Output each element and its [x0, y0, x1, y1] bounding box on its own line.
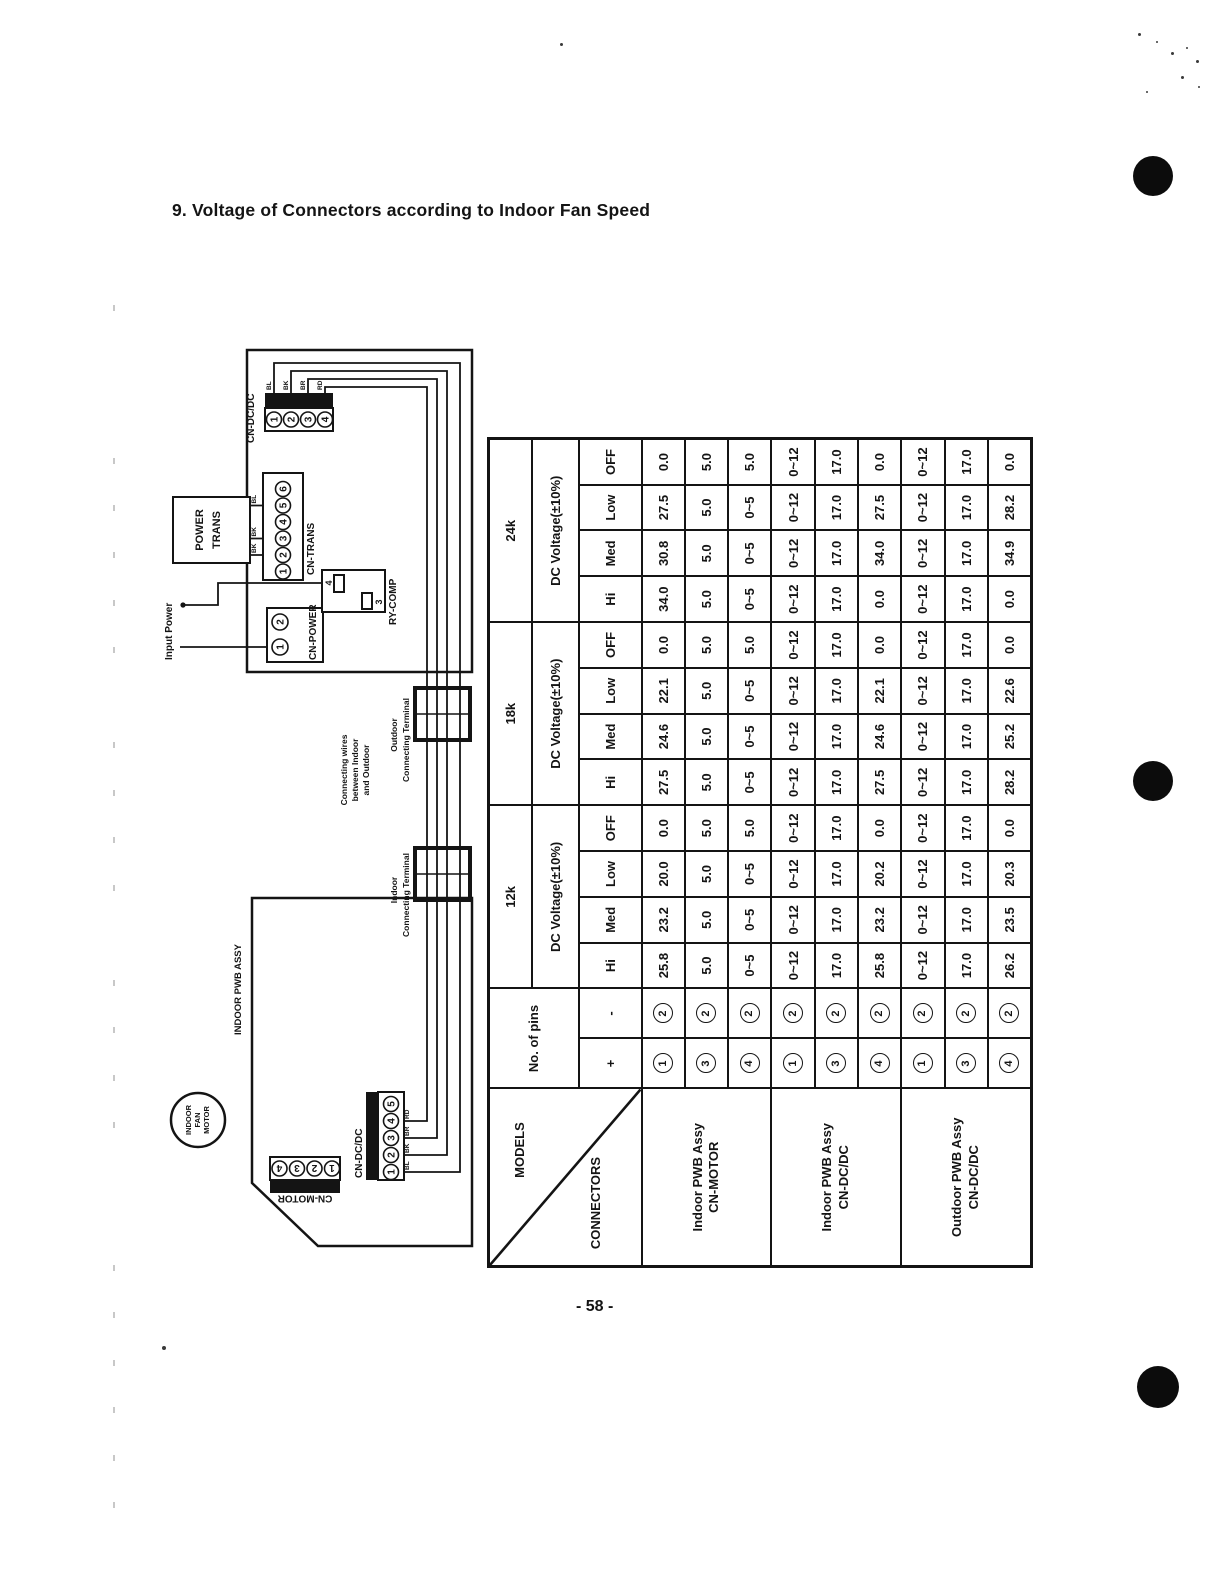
voltage-cell: 34.0 — [858, 530, 901, 576]
voltage-cell: 5.0 — [685, 439, 728, 485]
voltage-cell: 0.0 — [642, 805, 685, 851]
voltage-cell: 0~5 — [728, 576, 771, 622]
svg-text:POWER: POWER — [194, 509, 206, 551]
svg-text:RD: RD — [317, 380, 324, 390]
voltage-cell: 0.0 — [642, 622, 685, 668]
minus-header: - — [579, 988, 642, 1038]
wire-color-labels — [251, 495, 258, 553]
svg-text:Connecting Terminal: Connecting Terminal — [401, 853, 411, 937]
voltage-cell: 22.1 — [642, 668, 685, 714]
cn-power-label: CN-POWER — [308, 604, 319, 660]
pin-plus-cell — [858, 1039, 901, 1089]
dc-voltage-header: DC Voltage(±10%) — [532, 439, 579, 622]
voltage-cell: 0~12 — [771, 897, 814, 943]
voltage-cell: 17.0 — [945, 668, 988, 714]
svg-text:5: 5 — [386, 1101, 398, 1107]
speed-header: Hi — [579, 759, 642, 805]
voltage-cell: 17.0 — [815, 714, 858, 760]
voltage-cell: 30.8 — [642, 530, 685, 576]
pin-minus-cell — [858, 988, 901, 1038]
voltage-cell: 5.0 — [685, 759, 728, 805]
indoor-fan-motor — [171, 1093, 225, 1147]
dc-voltage-header: DC Voltage(±10%) — [532, 622, 579, 805]
svg-text:1: 1 — [275, 644, 287, 650]
svg-text:5: 5 — [278, 502, 290, 509]
voltage-cell: 5.0 — [685, 530, 728, 576]
svg-text:between Indoor: between Indoor — [350, 738, 360, 802]
voltage-cell: 28.2 — [988, 485, 1031, 531]
voltage-cell: 24.6 — [858, 714, 901, 760]
voltage-cell: 0~12 — [901, 805, 944, 851]
pin-minus-cell — [685, 988, 728, 1038]
cn-power-connector — [267, 604, 323, 662]
voltage-cell: 0~12 — [771, 851, 814, 897]
svg-text:MOTOR: MOTOR — [202, 1106, 211, 1134]
voltage-cell: 0.0 — [988, 439, 1031, 485]
voltage-cell: 5.0 — [728, 622, 771, 668]
voltage-cell: 17.0 — [945, 805, 988, 851]
voltage-cell: 5.0 — [728, 805, 771, 851]
voltage-cell: 17.0 — [945, 851, 988, 897]
svg-text:3: 3 — [278, 535, 290, 542]
voltage-cell: 0~12 — [771, 622, 814, 668]
svg-text:INDOOR: INDOOR — [184, 1105, 193, 1135]
voltage-cell: 28.2 — [988, 759, 1031, 805]
cn-trans-connector — [263, 473, 317, 580]
voltage-cell: 0~12 — [771, 943, 814, 989]
voltage-cell: 27.5 — [858, 485, 901, 531]
connector-wires — [180, 363, 460, 1172]
voltage-cell: 5.0 — [728, 439, 771, 485]
speed-header: OFF — [579, 805, 642, 851]
input-power-node — [180, 602, 185, 607]
connecting-wires-note — [339, 734, 371, 805]
voltage-cell: 0~5 — [728, 668, 771, 714]
svg-text:4: 4 — [320, 416, 332, 423]
voltage-cell: 0.0 — [988, 805, 1031, 851]
svg-text:2: 2 — [286, 416, 298, 423]
voltage-cell: 0~12 — [901, 851, 944, 897]
pin-plus-cell — [771, 1039, 814, 1089]
voltage-cell: 17.0 — [945, 485, 988, 531]
voltage-cell: 17.0 — [945, 897, 988, 943]
pin-number-circle: 3 — [696, 1054, 716, 1074]
svg-text:6: 6 — [278, 486, 290, 492]
pin-minus-cell — [901, 988, 944, 1038]
model-col-12k: 12k — [489, 805, 532, 988]
voltage-cell: 5.0 — [685, 851, 728, 897]
voltage-cell: 17.0 — [945, 576, 988, 622]
svg-text:3: 3 — [386, 1135, 398, 1141]
svg-text:BR: BR — [404, 1126, 411, 1136]
svg-text:2: 2 — [311, 1162, 318, 1173]
speed-header: OFF — [579, 622, 642, 668]
svg-text:3: 3 — [374, 599, 384, 605]
voltage-cell: 23.2 — [858, 897, 901, 943]
voltage-cell: 17.0 — [815, 943, 858, 989]
voltage-cell: 22.6 — [988, 668, 1031, 714]
voltage-cell: 17.0 — [815, 759, 858, 805]
indoor-pwb-label: INDOOR PWB ASSY — [233, 944, 244, 1035]
voltage-cell: 17.0 — [815, 485, 858, 531]
voltage-cell: 0.0 — [858, 576, 901, 622]
speed-header: Med — [579, 897, 642, 943]
wiring-diagram — [150, 333, 485, 1263]
voltage-cell: 0~12 — [771, 759, 814, 805]
indoor-cn-dcdc-label: CN-DC/DC — [354, 1128, 365, 1178]
voltage-cell: 20.0 — [642, 851, 685, 897]
voltage-cell: 24.6 — [642, 714, 685, 760]
voltage-cell: 0~5 — [728, 851, 771, 897]
voltage-cell: 17.0 — [945, 714, 988, 760]
voltage-cell: 20.3 — [988, 851, 1031, 897]
dc-voltage-header: DC Voltage(±10%) — [532, 805, 579, 988]
pin-number-circle: 4 — [740, 1054, 760, 1074]
connector-row-label: Outdoor PWB Assy CN-DC/DC — [901, 1089, 1031, 1267]
voltage-cell: 0~5 — [728, 485, 771, 531]
pin-plus-cell — [901, 1039, 944, 1089]
voltage-cell: 27.5 — [858, 759, 901, 805]
connector-row-label: Indoor PWB Assy CN-DC/DC — [771, 1089, 901, 1267]
voltage-cell: 0.0 — [988, 622, 1031, 668]
punch-hole — [1133, 156, 1173, 196]
voltage-cell: 27.5 — [642, 759, 685, 805]
speed-header: Med — [579, 714, 642, 760]
svg-text:BK: BK — [404, 1143, 411, 1153]
voltage-cell: 17.0 — [815, 530, 858, 576]
voltage-cell: 17.0 — [815, 576, 858, 622]
wire-color-labels — [404, 1109, 411, 1170]
svg-text:FAN: FAN — [193, 1112, 202, 1128]
pins-header: No. of pins — [489, 988, 579, 1088]
voltage-cell: 23.5 — [988, 897, 1031, 943]
voltage-cell: 0~12 — [771, 485, 814, 531]
pin-number-circle: 2 — [826, 1004, 846, 1024]
pin-number-circle: 1 — [913, 1054, 933, 1074]
pin-number-circle: 3 — [826, 1054, 846, 1074]
voltage-cell: 0~5 — [728, 943, 771, 989]
voltage-cell: 0.0 — [642, 439, 685, 485]
cn-motor-connector — [270, 1157, 340, 1204]
svg-text:RD: RD — [404, 1109, 411, 1119]
svg-text:BK: BK — [283, 380, 290, 390]
cn-trans-label: CN-TRANS — [306, 522, 317, 575]
voltage-cell: 17.0 — [945, 943, 988, 989]
voltage-cell: 5.0 — [685, 897, 728, 943]
voltage-cell: 17.0 — [945, 439, 988, 485]
svg-text:3: 3 — [294, 1162, 300, 1173]
voltage-cell: 0~12 — [771, 530, 814, 576]
voltage-cell: 25.2 — [988, 714, 1031, 760]
speed-header: Hi — [579, 943, 642, 989]
pin-number-circle: 4 — [870, 1054, 890, 1074]
svg-text:1: 1 — [269, 416, 281, 423]
voltage-cell: 26.2 — [988, 943, 1031, 989]
svg-text:4: 4 — [386, 1118, 398, 1124]
pin-number-circle: 2 — [740, 1004, 760, 1024]
pin-plus-cell — [988, 1039, 1031, 1089]
svg-text:1: 1 — [278, 568, 290, 575]
voltage-table-rotated-wrap — [487, 440, 1030, 1268]
model-col-18k: 18k — [489, 622, 532, 805]
outdoor-cn-dcdc-connector — [246, 380, 333, 443]
svg-text:2: 2 — [275, 619, 287, 625]
voltage-cell: 0~12 — [771, 668, 814, 714]
voltage-cell: 22.1 — [858, 668, 901, 714]
svg-text:4: 4 — [324, 580, 334, 586]
svg-text:Connecting Terminal: Connecting Terminal — [401, 698, 411, 782]
pin-minus-cell — [945, 988, 988, 1038]
voltage-cell: 34.0 — [642, 576, 685, 622]
voltage-cell: 0~12 — [901, 943, 944, 989]
pin-plus-cell — [815, 1039, 858, 1089]
voltage-cell: 0~12 — [901, 530, 944, 576]
voltage-cell: 27.5 — [642, 485, 685, 531]
voltage-cell: 17.0 — [815, 805, 858, 851]
svg-text:BR: BR — [300, 380, 307, 390]
voltage-cell: 5.0 — [685, 485, 728, 531]
speed-header: Med — [579, 530, 642, 576]
connectors-header: CONNECTORS — [588, 1156, 603, 1250]
voltage-cell: 0~5 — [728, 714, 771, 760]
input-power-label: Input Power — [164, 602, 175, 660]
speed-header: Hi — [579, 576, 642, 622]
pin-number-circle: 2 — [913, 1004, 933, 1024]
voltage-cell: 17.0 — [815, 439, 858, 485]
voltage-table — [487, 437, 1033, 1268]
speed-header: Low — [579, 668, 642, 714]
page-number: - 58 - — [576, 1298, 614, 1315]
pin-minus-cell — [642, 988, 685, 1038]
svg-text:BL: BL — [251, 494, 258, 504]
indoor-cn-dcdc-connector — [354, 1092, 411, 1180]
voltage-cell: 5.0 — [685, 714, 728, 760]
voltage-cell: 5.0 — [685, 943, 728, 989]
voltage-cell: 0.0 — [988, 576, 1031, 622]
voltage-cell: 25.8 — [858, 943, 901, 989]
pin-number-circle: 1 — [653, 1054, 673, 1074]
pin-number-circle: 2 — [956, 1004, 976, 1024]
pin-minus-cell — [815, 988, 858, 1038]
voltage-cell: 20.2 — [858, 851, 901, 897]
models-header: MODELS — [512, 1122, 527, 1178]
connector-row-label: Indoor PWB Assy CN-MOTOR — [642, 1089, 772, 1267]
speed-header: Low — [579, 485, 642, 531]
voltage-cell: 0~12 — [771, 714, 814, 760]
voltage-cell: 0.0 — [858, 805, 901, 851]
model-col-24k: 24k — [489, 439, 532, 622]
svg-text:1: 1 — [386, 1169, 398, 1175]
svg-text:BK: BK — [251, 527, 258, 537]
voltage-cell: 0~12 — [901, 668, 944, 714]
pin-number-circle: 1 — [783, 1054, 803, 1074]
svg-text:2: 2 — [386, 1152, 398, 1158]
svg-text:4: 4 — [278, 519, 290, 525]
pin-number-circle: 2 — [696, 1004, 716, 1024]
pin-minus-cell — [988, 988, 1031, 1038]
punch-hole — [1137, 1366, 1179, 1408]
voltage-cell: 0~12 — [901, 622, 944, 668]
plus-header: + — [579, 1039, 642, 1089]
outdoor-cn-dcdc-label: CN-DC/DC — [246, 393, 257, 443]
voltage-cell: 0~12 — [901, 714, 944, 760]
svg-text:2: 2 — [278, 552, 290, 558]
svg-text:Outdoor: Outdoor — [389, 718, 399, 752]
pin-number-circle: 2 — [870, 1004, 890, 1024]
voltage-cell: 0.0 — [858, 622, 901, 668]
svg-text:TRANS: TRANS — [211, 511, 223, 549]
voltage-cell: 25.8 — [642, 943, 685, 989]
voltage-cell: 0.0 — [858, 439, 901, 485]
page-title: 9. Voltage of Connectors according to Indoor Fan Speed — [172, 200, 651, 220]
voltage-cell: 5.0 — [685, 576, 728, 622]
voltage-cell: 17.0 — [945, 622, 988, 668]
voltage-cell: 23.2 — [642, 897, 685, 943]
svg-text:and Outdoor: and Outdoor — [361, 744, 371, 796]
svg-text:Connecting wires: Connecting wires — [339, 734, 349, 806]
voltage-cell: 17.0 — [815, 622, 858, 668]
voltage-cell: 0~12 — [771, 439, 814, 485]
voltage-cell: 0~12 — [771, 576, 814, 622]
pin-number-circle: 2 — [653, 1004, 673, 1024]
voltage-cell: 0~5 — [728, 530, 771, 576]
pin-number-circle: 2 — [999, 1004, 1019, 1024]
voltage-cell: 5.0 — [685, 805, 728, 851]
pin-plus-cell — [728, 1039, 771, 1089]
voltage-cell: 5.0 — [685, 668, 728, 714]
voltage-cell: 17.0 — [945, 759, 988, 805]
voltage-cell: 0~12 — [901, 576, 944, 622]
voltage-cell: 17.0 — [815, 668, 858, 714]
svg-text:BL: BL — [266, 381, 273, 390]
connector-bar — [270, 1180, 340, 1193]
svg-text:4: 4 — [276, 1162, 283, 1173]
svg-text:Indoor: Indoor — [389, 876, 399, 904]
connector-bar — [265, 393, 333, 408]
speed-header: Low — [579, 851, 642, 897]
voltage-cell: 17.0 — [945, 530, 988, 576]
voltage-cell: 17.0 — [815, 851, 858, 897]
svg-text:BK: BK — [251, 543, 258, 553]
voltage-cell: 0~12 — [901, 439, 944, 485]
pin-plus-cell — [642, 1039, 685, 1089]
pin-plus-cell — [685, 1039, 728, 1089]
svg-text:3: 3 — [303, 416, 315, 423]
voltage-cell: 0~12 — [901, 759, 944, 805]
voltage-cell: 0~12 — [901, 485, 944, 531]
voltage-cell: 34.9 — [988, 530, 1031, 576]
outdoor-connecting-terminal — [389, 688, 470, 782]
voltage-cell: 17.0 — [815, 897, 858, 943]
pin-number-circle: 2 — [783, 1004, 803, 1024]
voltage-cell: 0~12 — [901, 897, 944, 943]
ry-comp-label: RY-COMP — [388, 578, 399, 625]
indoor-connecting-terminal — [389, 848, 470, 937]
svg-text:BL: BL — [404, 1161, 411, 1170]
ry-comp-relay — [322, 570, 399, 625]
power-trans — [173, 495, 258, 563]
pin-number-circle: 3 — [956, 1054, 976, 1074]
svg-text:1: 1 — [329, 1162, 335, 1173]
voltage-cell: 0~5 — [728, 759, 771, 805]
pin-minus-cell — [728, 988, 771, 1038]
speed-header: OFF — [579, 439, 642, 485]
pin-plus-cell — [945, 1039, 988, 1089]
pin-number-circle: 4 — [999, 1054, 1019, 1074]
punch-hole — [1133, 761, 1173, 801]
connector-bar — [366, 1092, 378, 1180]
cn-motor-label: CN-MOTOR — [277, 1192, 333, 1204]
pin-minus-cell — [771, 988, 814, 1038]
voltage-cell: 5.0 — [685, 622, 728, 668]
voltage-cell: 0~5 — [728, 897, 771, 943]
voltage-cell: 0~12 — [771, 805, 814, 851]
models-connectors-corner-cell — [489, 1089, 642, 1267]
